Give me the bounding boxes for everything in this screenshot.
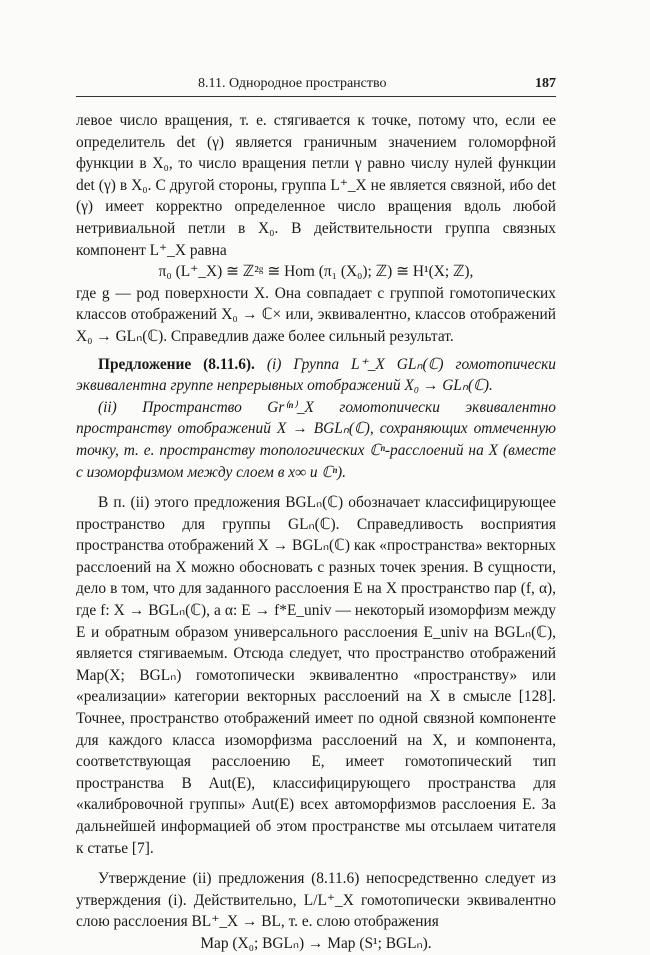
paragraph-rotation-number: левое число вращения, т. е. стягивается к точке, потому что, если ее определитель det (γ) является граничным значением голоморфной функции в X₀, то число вращения петли γ равно числу нулей функции det (γ) в X₀. С другой стороны, группа L⁺_X не является связной, ибо det (γ) имеет корректно определенное число вращения вдоль любой нетривиальной петли в X₀. В действительности группа связных компонент L⁺_X равна xyxy=(76,112,556,259)
running-title: 8.11. Однородное пространство xyxy=(198,76,387,91)
paragraph-statement-ii: Утверждение (ii) предложения (8.11.6) непосредственно следует из утверждения (i). Действительно, L/L⁺_X гомотопически эквивалентно слою расслоения BL⁺_X → BL, т. е. слою отображения xyxy=(76,870,556,931)
formula-components: π₀ (L⁺_X) ≅ ℤ²ᵍ ≅ Hom (π₁ (X₀); ℤ) ≅ H¹(X; ℤ), xyxy=(158,263,474,281)
page-number: 187 xyxy=(535,76,556,91)
header-rule xyxy=(76,96,556,97)
formula-map: Map (X₀; BGLₙ) → Map (S¹; BGLₙ). xyxy=(200,934,432,952)
proposition-i-text: (i) Группа L⁺_X GLₙ(ℂ) гомотопически эквивалентна группе непрерывных отображений X₀ → GLₙ(ℂ). xyxy=(76,355,557,395)
proposition-part-i xyxy=(76,354,556,397)
body-text xyxy=(76,110,556,955)
paragraph-genus: где g — род поверхности X. Она совпадает с группой гомотопических классов отображений X₀ → ℂ× или, эквивалентно, классов отображений X₀ → GLₙ(ℂ). Справедлив даже более сильный результат. xyxy=(76,284,556,345)
paragraph-classifying-space: В п. (ii) этого предложения BGLₙ(ℂ) обозначает классифицирующее пространство для группы GLₙ(ℂ). Справедливость восприятия пространства отображений X → BGLₙ(ℂ) как «пространства» векторных расслоений на X можно обосновать с разных точек зрения. В сущности, дело в том, что для заданного расслоения E на X пространство пар (f, α), где f: X → BGLₙ(ℂ), а α: E → f*E_univ — некоторый изоморфизм между E и обратным образом универсального расслоения E_univ на BGLₙ(ℂ), является стягиваемым. Отсюда следует, что пространство отображений Map(X; BGLₙ) гомотопически эквивалентно «пространству» или «реализации» категории векторных расслоений на X в смысле [128]. Точнее, пространство отображений имеет по одной связной компоненте для каждого класса изоморфизма расслоений на X, и компонента, соответствующая расслоению E, имеет гомотопический тип пространства B Aut(E), классифицирующего пространства для «калибровочной группы» Aut(E) всех автоморфизмов расслоения E. За дальнейшей информацией об этом пространстве мы отсылаем читателя к статье [7]. xyxy=(76,494,556,857)
spacer xyxy=(76,859,556,868)
proposition-part-ii: (ii) Пространство Gr⁽ⁿ⁾_X гомотопически эквивалентно пространству отображений X → BGLₙ(ℂ), сохраняющих отмеченную точку, т. е. пространству топологических ℂⁿ-расслоений на X (вместе с изоморфизмом между слоем в x∞ и ℂⁿ). xyxy=(76,398,556,481)
spacer xyxy=(76,483,556,492)
running-header xyxy=(76,76,556,96)
proposition-label: Предложение (8.11.6). xyxy=(98,355,255,373)
